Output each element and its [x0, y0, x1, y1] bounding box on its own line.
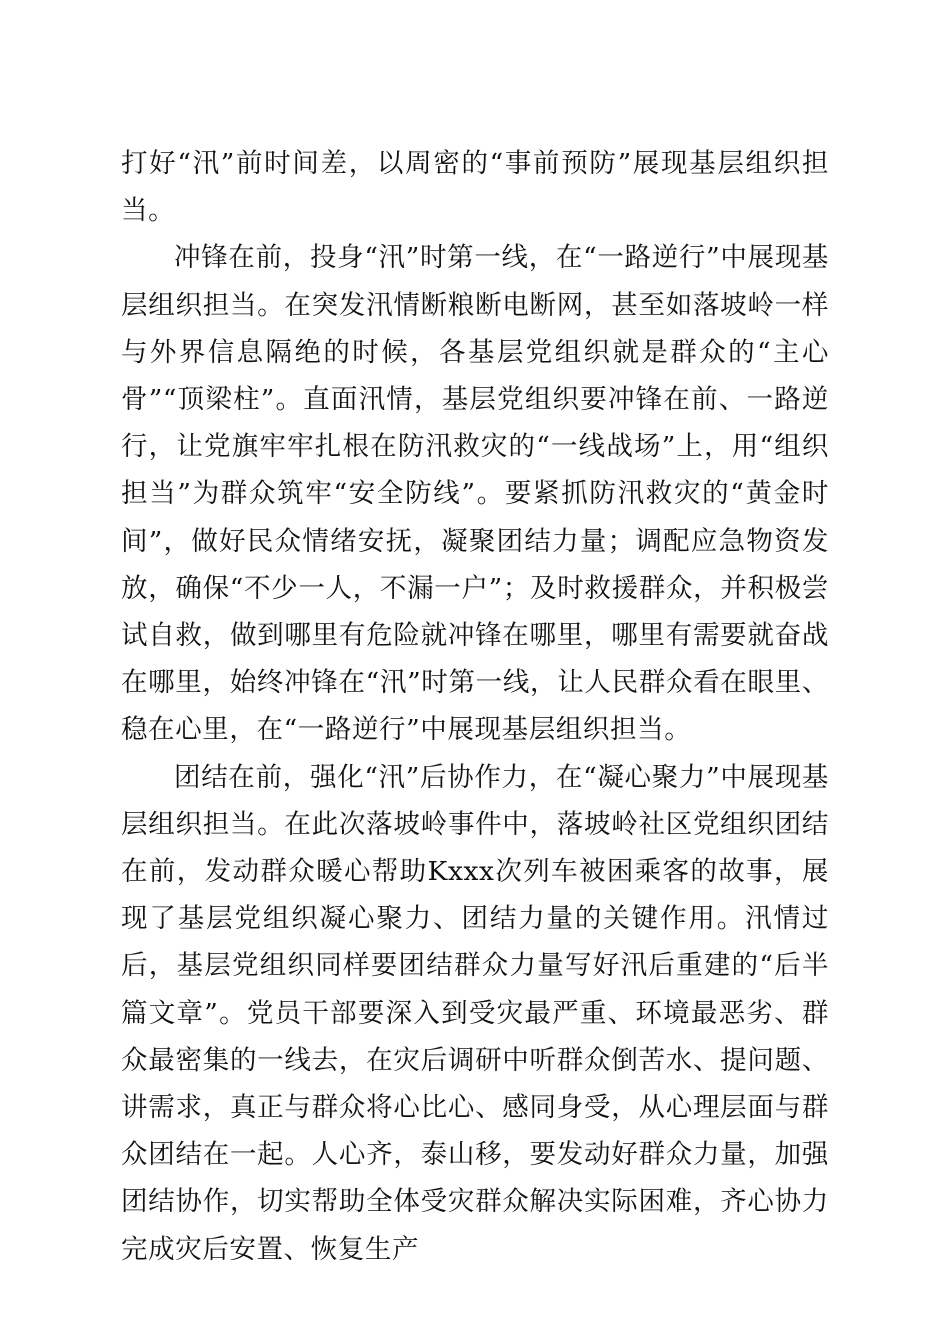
paragraph-continued: 打好“汛”前时间差，以周密的“事前预防”展现基层组织担当。	[121, 148, 829, 227]
paragraph-charge-forward: 冲锋在前，投身“汛”时第一线，在“一路逆行”中展现基层组织担当。在突发汛情断粮断电断网，甚至如落坡岭一样与外界信息隔绝的时候，各基层党组织就是群众的“主心骨”“顶梁柱”。直面汛情，基层党组织要冲锋在前、一路逆行，让党旗牢牢扎根在防汛救灾的“一线战场”上，用“组织担当”为群众筑牢“安全防线”。要紧抓防汛救灾的“黄金时间”，做好民众情绪安抚，凝聚团结力量；调配应急物资发放，确保“不少一人，不漏一户”；及时救援群众，并积极尝试自救，做到哪里有危险就冲锋在哪里，哪里有需要就奋战在哪里，始终冲锋在“汛”时第一线，让人民群众看在眼里、稳在心里，在“一路逆行”中展现基层组织担当。	[121, 242, 829, 746]
paragraph-unity-forward: 团结在前，强化“汛”后协作力，在“凝心聚力”中展现基层组织担当。在此次落坡岭事件中，落坡岭社区党组织团结在前，发动群众暖心帮助Kxxx次列车被困乘客的故事，展现了基层党组织凝心聚力、团结力量的关键作用。汛情过后，基层党组织同样要团结群众力量写好汛后重建的“后半篇文章”。党员干部要深入到受灾最严重、环境最恶劣、群众最密集的一线去，在灾后调研中听群众倒苦水、提问题、讲需求，真正与群众将心比心、感同身受，从心理层面与群众团结在一起。人心齐，泰山移，要发动好群众力量，加强团结协作，切实帮助全体受灾群众解决实际困难，齐心协力完成灾后安置、恢复生产	[121, 761, 829, 1265]
document-body	[121, 140, 829, 1273]
